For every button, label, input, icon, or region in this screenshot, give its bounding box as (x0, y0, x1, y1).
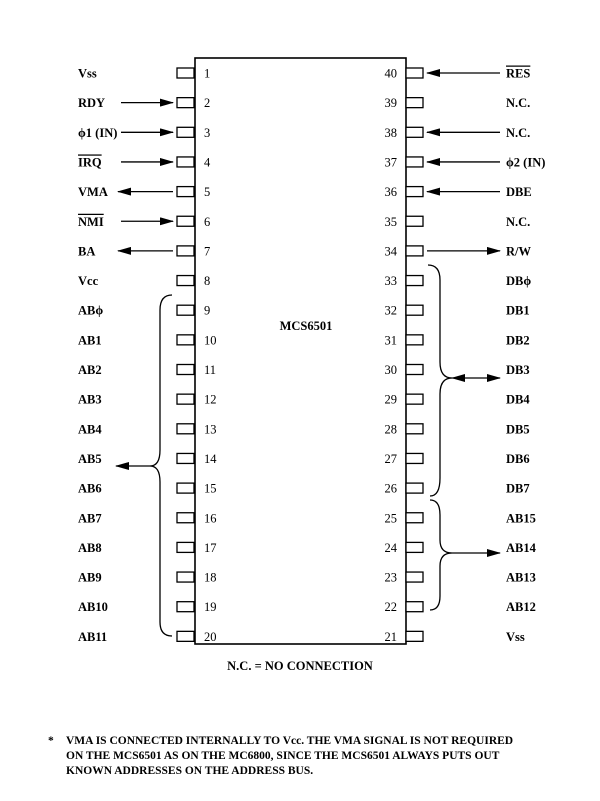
pin-label: AB5 (78, 451, 102, 466)
footnote-line: VMA IS CONNECTED INTERNALLY TO Vcc. THE VMA SIGNAL IS NOT REQUIRED (66, 735, 514, 747)
pin-label: AB4 (78, 422, 102, 437)
pin-number: 21 (384, 629, 397, 644)
pin-number: 15 (204, 481, 217, 496)
pin-30 (385, 363, 530, 377)
pin-stub (406, 602, 423, 612)
pin-stub (177, 483, 194, 493)
pin-22 (385, 600, 536, 614)
pin-3 (78, 126, 210, 140)
pin-label: DB4 (506, 392, 530, 407)
pin-number: 39 (384, 96, 397, 111)
chip-body (195, 58, 406, 644)
pin-label: DB5 (506, 422, 530, 437)
pin-1 (78, 67, 210, 81)
pin-stub (406, 631, 423, 641)
pin-number: 2 (204, 96, 211, 111)
pin-label: DB6 (506, 451, 530, 466)
pin-number: 38 (384, 125, 397, 140)
pins (78, 67, 545, 644)
pin-label: BA (78, 244, 96, 259)
pin-stub (177, 276, 194, 286)
pin-7 (78, 244, 210, 258)
pin-stub (177, 98, 194, 108)
pin-number: 25 (384, 511, 397, 526)
pin-stub (406, 335, 423, 345)
pin-label: N.C. (506, 96, 531, 111)
pin-label: AB8 (78, 540, 102, 555)
pin-label: ϕ1 (IN) (78, 125, 118, 140)
pin-label: DB1 (506, 303, 530, 318)
pin-number: 28 (384, 422, 397, 437)
pin-number: 19 (204, 600, 217, 615)
pin-number: 24 (384, 540, 397, 555)
pin-stub (406, 187, 423, 197)
pin-number: 12 (204, 392, 217, 407)
pin-label: Vcc (78, 274, 99, 289)
pin-34 (385, 244, 532, 258)
pin-stub (406, 127, 423, 137)
pin-label: DB3 (506, 363, 530, 377)
pin-number: 17 (204, 540, 217, 555)
footnote-marker: * (48, 735, 54, 747)
pin-number: 7 (204, 244, 211, 259)
pin-number: 31 (384, 333, 397, 348)
pin-31 (385, 333, 530, 347)
pin-stub (406, 513, 423, 523)
footnote-line: KNOWN ADDRESSES ON THE ADDRESS BUS. (66, 765, 314, 777)
pin-9 (78, 304, 210, 318)
pin-stub (177, 424, 194, 434)
pin-label: IRQ (78, 155, 102, 170)
pin-stub (177, 127, 194, 137)
pin-stub (406, 424, 423, 434)
pin-stub (406, 216, 423, 226)
pin-label: AB14 (506, 540, 536, 555)
pin-number: 26 (384, 481, 397, 496)
pin-number: 37 (384, 155, 397, 170)
pin-label: AB11 (78, 629, 108, 644)
pin-39 (385, 96, 531, 110)
pin-36 (385, 185, 532, 199)
pin-label: Vss (506, 629, 525, 644)
pin-23 (385, 571, 536, 585)
pin-label: ϕ2 (IN) (506, 155, 546, 170)
pin-stub (177, 305, 194, 315)
pin-4 (78, 155, 211, 169)
pin-number: 35 (384, 214, 397, 229)
pin-label: AB2 (78, 363, 102, 377)
pin-label: AB1 (78, 333, 102, 348)
pin-stub (177, 542, 194, 552)
pin-number: 36 (384, 185, 397, 200)
pin-label: RDY (78, 96, 106, 111)
pin-label: AB15 (506, 511, 536, 526)
brace-data-bus (428, 265, 452, 496)
pin-stub (177, 157, 194, 167)
pin-number: 14 (204, 451, 217, 466)
pin-stub (406, 572, 423, 582)
pin-stub (177, 394, 194, 404)
pin-number: 29 (384, 392, 397, 407)
pin-number: 6 (204, 214, 211, 229)
pin-number: 4 (204, 155, 211, 170)
pin-stub (177, 335, 194, 345)
pin-number: 1 (204, 66, 211, 81)
pin-stub (177, 216, 194, 226)
pin-number: 11 (204, 363, 217, 377)
pin-number: 9 (204, 303, 211, 318)
pin-number: 16 (204, 511, 217, 526)
pin-number: 10 (204, 333, 217, 348)
brace-address-bus-low (150, 295, 172, 636)
pin-38 (385, 126, 531, 140)
pin-label: AB6 (78, 481, 102, 496)
pin-stub (177, 572, 194, 582)
pin-32 (385, 304, 530, 318)
pin-number: 20 (204, 629, 217, 644)
pin-label: AB12 (506, 600, 536, 615)
pin-label: AB10 (78, 600, 108, 615)
pin-label: Vss (78, 66, 97, 81)
pin-stub (177, 365, 194, 375)
brace-address-bus-high (430, 500, 452, 610)
pin-label: DB7 (506, 481, 530, 496)
pin-29 (385, 393, 531, 407)
pin-stub (406, 394, 423, 404)
pin-label: AB13 (506, 570, 536, 585)
pin-label: VMA (78, 185, 108, 200)
pin-label: DBE (506, 185, 532, 200)
pin-number: 22 (384, 600, 397, 615)
pin-label: NMI (78, 214, 104, 229)
pin-number: 40 (384, 66, 397, 81)
pin-stub (406, 157, 423, 167)
pin-label: R/W (506, 244, 531, 259)
pin-number: 33 (384, 274, 397, 289)
pin-number: 27 (384, 451, 397, 466)
pin-35 (385, 215, 531, 229)
pin-stub (177, 453, 194, 463)
pin-stub (406, 365, 423, 375)
pin-stub (177, 631, 194, 641)
pin-number: 5 (204, 185, 211, 200)
pin-label: RES (506, 66, 531, 81)
pin-33 (385, 274, 532, 288)
pin-stub (406, 542, 423, 552)
pin-number: 30 (384, 363, 397, 377)
pin-stub (406, 68, 423, 78)
pin-number: 34 (384, 244, 397, 259)
pin-28 (385, 422, 530, 436)
pin-5 (78, 185, 210, 199)
pin-label: AB9 (78, 570, 102, 585)
pin-label: N.C. (506, 214, 531, 229)
pin-40 (385, 67, 531, 81)
pin-number: 13 (204, 422, 217, 437)
pin-21 (385, 630, 525, 644)
pin-stub (406, 276, 423, 286)
pin-2 (78, 96, 210, 110)
pin-27 (385, 452, 530, 466)
pin-label: DBϕ (506, 274, 532, 289)
pin-label: AB7 (78, 511, 102, 526)
pin-37 (385, 155, 546, 169)
pin-number: 32 (384, 303, 397, 318)
pin-stub (177, 187, 194, 197)
pin-label: DB2 (506, 333, 530, 348)
pin-number: 8 (204, 274, 211, 289)
pin-6 (78, 215, 210, 229)
pin-stub (177, 68, 194, 78)
pin-25 (385, 511, 536, 525)
pin-14 (78, 452, 217, 466)
footnote-line: ON THE MCS6501 AS ON THE MC6800, SINCE THE MCS6501 ALWAYS PUTS OUT (66, 750, 500, 762)
footnote (48, 734, 568, 779)
pin-stub (177, 246, 194, 256)
pin-stub (406, 98, 423, 108)
pin-label: N.C. (506, 125, 531, 140)
pin-label: AB3 (78, 392, 102, 407)
pin-number: 23 (384, 570, 397, 585)
pin-stub (177, 513, 194, 523)
pin-number: 18 (204, 570, 217, 585)
pin-stub (406, 453, 423, 463)
pin-stub (177, 602, 194, 612)
legend-nc: N.C. = NO CONNECTION (227, 659, 373, 673)
pin-stub (406, 483, 423, 493)
pin-stub (406, 305, 423, 315)
pin-label: ABϕ (78, 303, 104, 318)
pin-26 (385, 482, 530, 496)
pin-stub (406, 246, 423, 256)
pin-number: 3 (204, 125, 211, 140)
pin-8 (78, 274, 210, 288)
chip-name: MCS6501 (279, 319, 333, 333)
